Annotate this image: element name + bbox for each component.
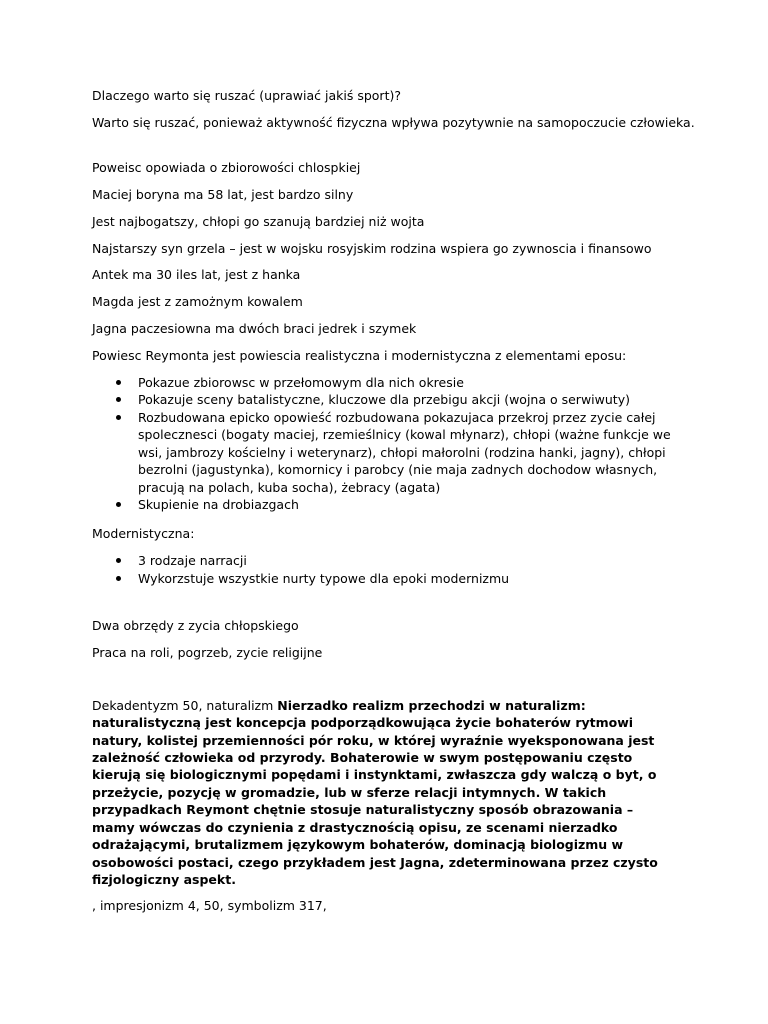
list-item: Pokazuje sceny batalistyczne, kluczowe dla przebigu akcji (wojna o serwiwuty) [138, 391, 688, 408]
paragraph-1: Poweisc opowiada o zbiorowości chlospkiej [92, 159, 361, 175]
bullet-icon [116, 502, 121, 507]
paragraph-13: , impresjonizm 4, 50, symbolizm 317, [92, 898, 327, 914]
bullet-icon [116, 397, 121, 402]
list-item: Pokazue zbiorowsc w przełomowym dla nich okresie [138, 374, 688, 391]
question-line: Dlaczego warto się ruszać (uprawiać jakiś sport)? [92, 88, 401, 103]
bullet-icon [116, 415, 121, 420]
bullet-list-realism [92, 374, 688, 513]
list-item: Skupienie na drobiazgach [138, 496, 688, 513]
paragraph-11: Praca na roli, pogrzeb, zycie religijne [92, 644, 323, 660]
paragraph-5: Antek ma 30 iles lat, jest z hanka [92, 267, 301, 283]
blank-line [92, 141, 688, 159]
naturalism-bold-text: Nierzadko realizm przechodzi w naturalizm: naturalistyczną jest koncepcja podporządkowująca życie bohaterów rytmowi natury, kolistej przemienności pór roku, w której wyraźnie wyeksponowana jest zależność człowieka od przyrody. Bohaterowie w swym postępowaniu często kierują się biologicznymi popędami i instynktami, zwłaszcza gdy walczą o byt, o przeżycie, pozycję w gromadzie, lub w sferze relacji intymnych. W takich przypadkach Reymont chętnie stosuje naturalistyczny sposób obrazowania – mamy wówczas do czynienia z drastycznością opisu, ze scenami nierzadko odrażającymi, brutalizmem językowym bohaterów, dominacją biologizmu w osobowości postaci, czego przykładem jest Jagna, zdeterminowana przez czysto fizjologiczny aspekt. [92, 697, 658, 887]
naturalism-intro: Dekadentyzm 50, naturalizm [92, 697, 278, 713]
paragraph-7: Jagna paczesiowna ma dwóch braci jedrek i szymek [92, 321, 417, 337]
bullet-icon [116, 576, 121, 581]
list-item: Rozbudowana epicko opowieść rozbudowana pokazujaca przekroj przez zycie całej spolecznesci (bogaty maciej, rzemieślnicy (kowal młynarz), chłopi (ważne funkcje we wsi, jambrozy kościelny i weterynarz), chłopi małorolni (rodzina hanki, jagny), chłopi bezrolni (jagustynka), komornicy i parobcy (nie maja zadnych dochodow własnych, pracują na polach, kuba socha), żebracy (agata) [138, 409, 688, 496]
answer-line: Warto się ruszać, ponieważ aktywność fizyczna wpływa pozytywnie na samopoczucie człowieka. [92, 114, 695, 130]
blank-line [92, 671, 688, 697]
paragraph-6: Magda jest z zamożnym kowalem [92, 294, 303, 310]
paragraph-3: Jest najbogatszy, chłopi go szanują bardziej niż wojta [92, 213, 425, 229]
paragraph-2: Maciej boryna ma 58 lat, jest bardzo silny [92, 186, 354, 202]
paragraph-8: Powiesc Reymonta jest powiescia realistyczna i modernistyczna z elementami eposu: [92, 348, 627, 364]
paragraph-9: Modernistyczna: [92, 526, 195, 542]
bullet-list-modernism [92, 552, 688, 587]
paragraph-4: Najstarszy syn grzela – jest w wojsku rosyjskim rodzina wspiera go zywnoscia i finansowo [92, 240, 652, 256]
blank-line [92, 599, 688, 617]
bullet-icon [116, 380, 121, 385]
list-item: Wykorzstuje wszystkie nurty typowe dla epoki modernizmu [138, 570, 688, 587]
list-item: 3 rodzaje narracji [138, 552, 688, 569]
paragraph-10: Dwa obrzędy z zycia chłopskiego [92, 618, 299, 634]
paragraph-naturalism [92, 697, 677, 888]
bullet-icon [116, 558, 121, 563]
